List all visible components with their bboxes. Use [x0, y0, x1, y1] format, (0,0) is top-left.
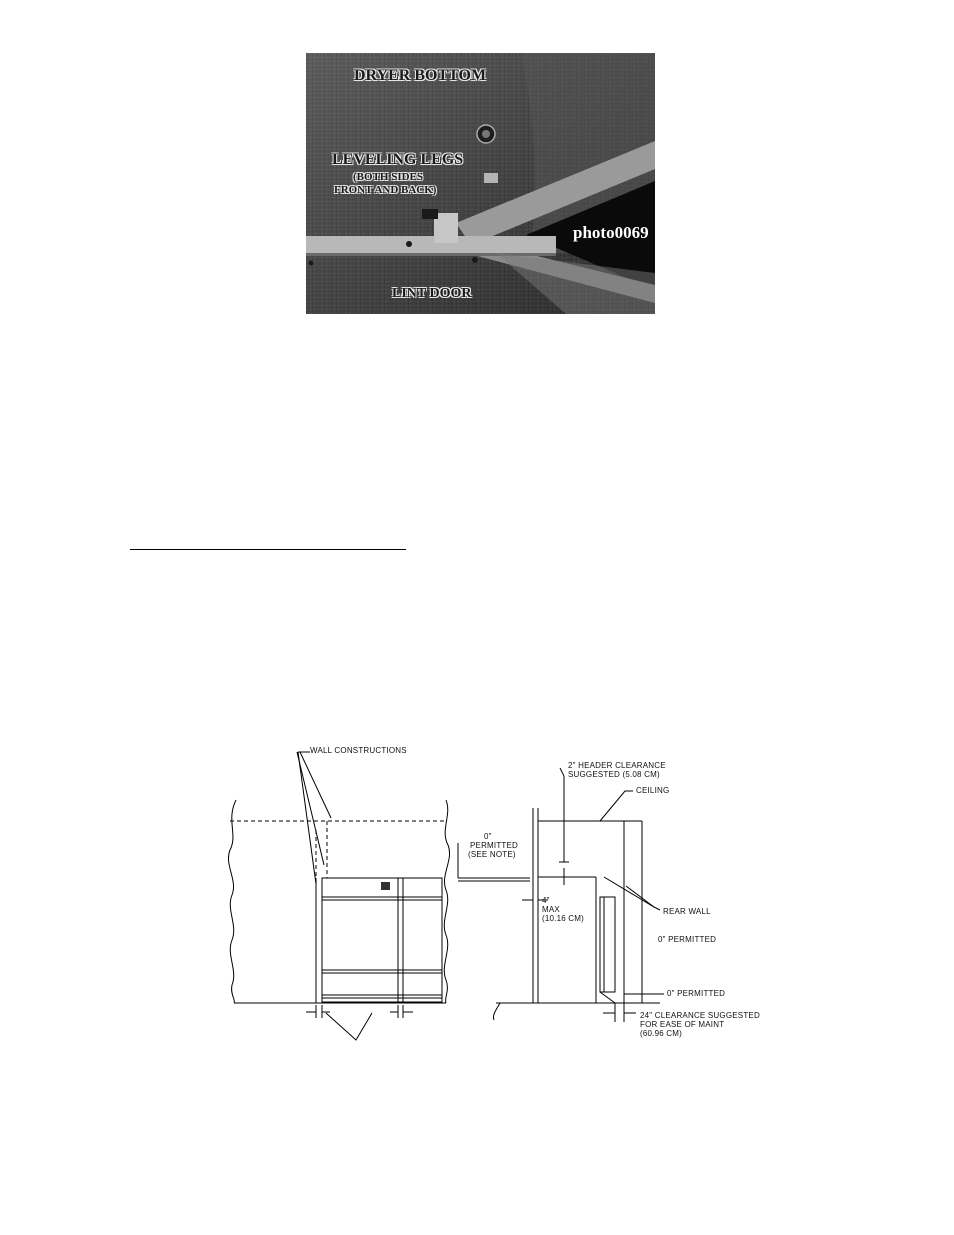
- zero-permitted-label-a: 0" PERMITTED: [658, 935, 717, 944]
- photo-id-label: photo0069: [573, 223, 649, 242]
- right-view-left-edge: [493, 1003, 500, 1020]
- clearance-line3: (60.96 CM): [640, 1029, 683, 1038]
- dryer-bottom-label: DRYER BOTTOM: [354, 67, 487, 84]
- max-line1: 4": [542, 896, 550, 905]
- both-sides-label: (BOTH SIDES: [353, 171, 423, 183]
- leveling-legs-label: LEVELING LEGS: [332, 151, 464, 168]
- wall-constructions-label: WALL CONSTRUCTIONS: [310, 746, 407, 755]
- rear-wall-label: REAR WALL: [663, 907, 711, 916]
- header-clearance-line1: 2" HEADER CLEARANCE: [568, 761, 666, 770]
- clearance-line2: FOR EASE OF MAINT: [640, 1020, 725, 1029]
- clearance-line1: 24" CLEARANCE SUGGESTED: [640, 1011, 760, 1020]
- left-wall-edge: [228, 800, 236, 1003]
- lint-door-label: LINT DOOR: [392, 286, 472, 301]
- header-clearance-line2: SUGGESTED (5.08 CM): [568, 770, 660, 779]
- zero-permitted-label-b: 0" PERMITTED: [667, 989, 726, 998]
- front-and-back-label: FRONT AND BACK): [334, 184, 437, 196]
- ceiling-label: CEILING: [636, 786, 670, 795]
- max-line2: MAX: [542, 905, 560, 914]
- max-line3: (10.16 CM): [542, 914, 585, 923]
- permitted-line1: 0": [484, 832, 492, 841]
- permitted-line3: (SEE NOTE): [468, 850, 516, 859]
- right-wall-edge: [444, 800, 449, 1003]
- permitted-line2: PERMITTED: [470, 841, 519, 850]
- control-knob-icon: [381, 882, 390, 890]
